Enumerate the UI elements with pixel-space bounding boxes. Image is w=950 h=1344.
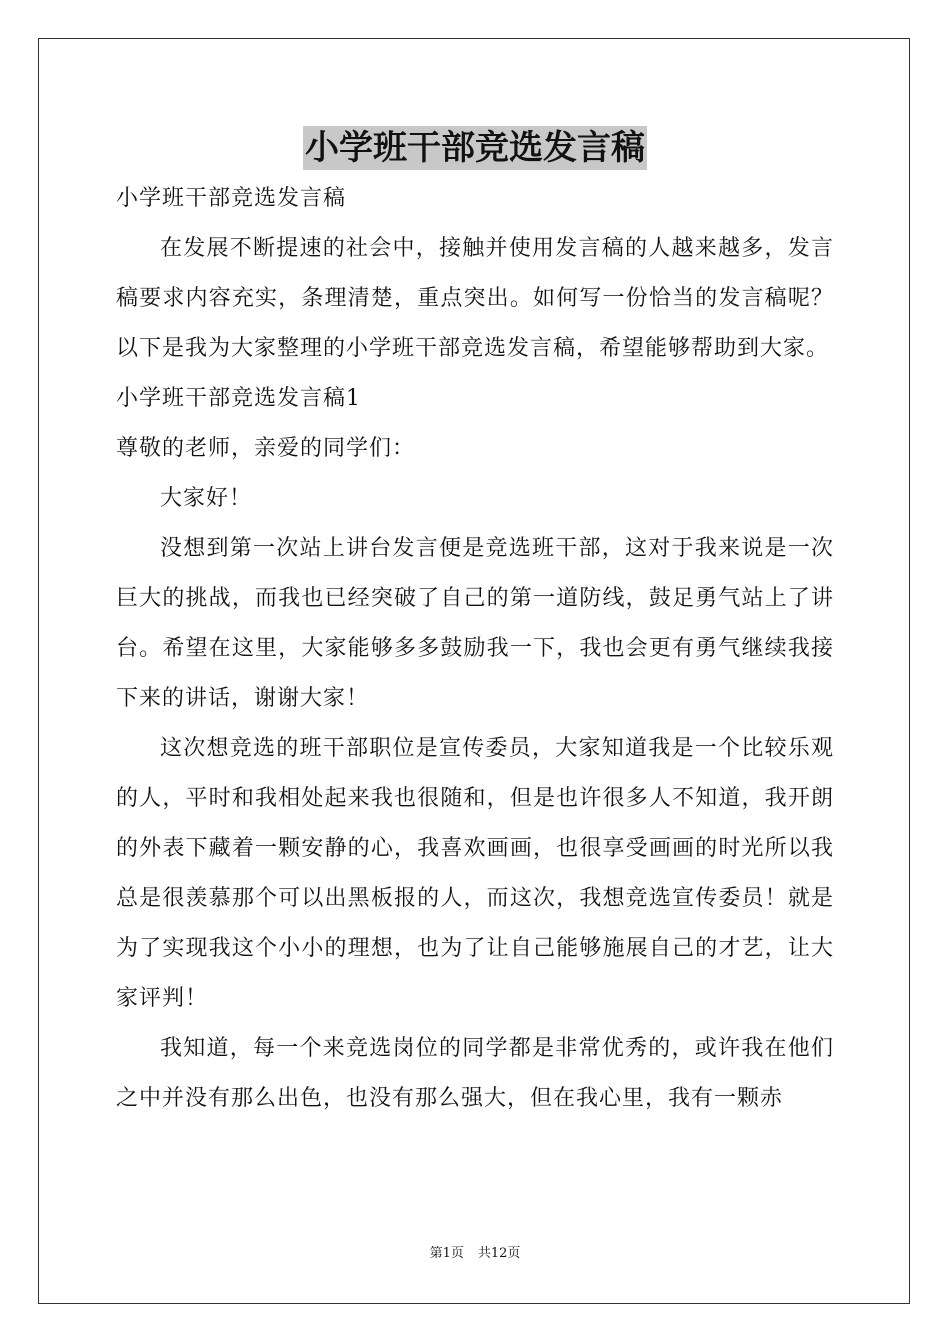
page-number: 第1页: [429, 1246, 464, 1261]
document-body: [116, 174, 834, 1124]
paragraph: 没想到第一次站上讲台发言便是竞选班干部，这对于我来说是一次巨大的挑战，而我也已经突破了自己的第一道防线，鼓足勇气站上了讲台。希望在这里，大家能够多多鼓励我一下，我也会更有勇气继续我接下来的讲话，谢谢大家！: [116, 536, 834, 711]
paragraph: 我知道，每一个来竞选岗位的同学都是非常优秀的，或许我在他们之中并没有那么出色，也没有那么强大，但在我心里，我有一颗赤: [116, 1036, 834, 1111]
title-container: [0, 126, 950, 170]
section-heading: 小学班干部竞选发言稿1: [116, 386, 361, 411]
salutation: 尊敬的老师，亲爱的同学们：: [116, 436, 416, 461]
paragraph: 这次想竞选的班干部职位是宣传委员，大家知道我是一个比较乐观的人，平时和我相处起来我也很随和，但是也许很多人不知道，我开朗的外表下藏着一颗安静的心，我喜欢画画，也很享受画画的时光所以我总是很羡慕那个可以出黑板报的人，而这次，我想竞选宣传委员！就是为了实现我这个小小的理想，也为了让自己能够施展自己的才艺，让大家评判！: [116, 736, 834, 1011]
page-total: 共12页: [477, 1246, 521, 1261]
greeting: 大家好！: [160, 486, 253, 511]
document-title: 小学班干部竞选发言稿: [305, 128, 645, 168]
paragraph: 在发展不断提速的社会中，接触并使用发言稿的人越来越多，发言稿要求内容充实，条理清楚，重点突出。如何写一份恰当的发言稿呢？以下是我为大家整理的小学班干部竞选发言稿，希望能够帮助到大家。: [116, 236, 834, 361]
paragraph: 小学班干部竞选发言稿: [116, 186, 347, 211]
page-footer: [0, 1244, 950, 1264]
